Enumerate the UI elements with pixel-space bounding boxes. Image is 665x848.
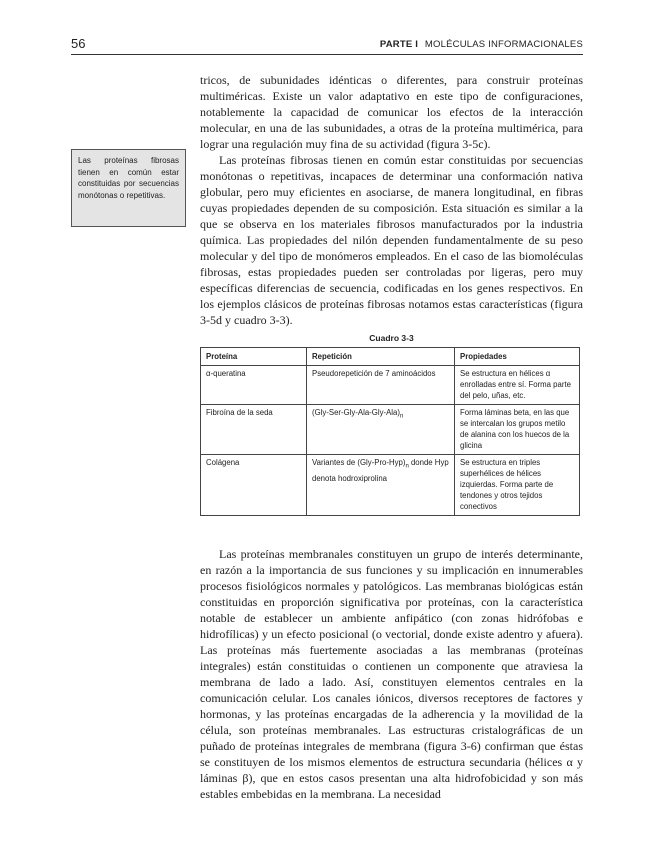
cell-repeat <box>307 455 455 516</box>
repeat-subscript: n <box>399 413 404 420</box>
table-caption: Cuadro 3-3 <box>369 333 414 343</box>
cell-protein: Fibroína de la seda <box>201 405 307 455</box>
running-head <box>380 39 583 50</box>
running-head-part: PARTE I <box>379 39 419 50</box>
repeat-subscript: n <box>405 463 409 470</box>
column-header-repeat: Repetición <box>307 348 455 366</box>
body-text-top <box>200 72 583 328</box>
table-row <box>201 366 580 405</box>
table-row <box>201 455 580 516</box>
cell-repeat <box>307 405 455 455</box>
page-number: 56 <box>71 36 86 51</box>
header-rule <box>71 54 583 55</box>
margin-note: Las proteínas fibrosas tienen en común estar constituidas por secuencias monótonas o repetitivas. <box>71 149 186 227</box>
cell-properties: Se estructura en hélices α enrolladas entre sí. Forma parte del pelo, uñas, etc. <box>455 366 580 405</box>
cell-repeat <box>307 366 455 405</box>
cell-properties: Se estructura en triples superhélices de hélices izquierdas. Forma parte de tendones y otros tejidos conectivos <box>455 455 580 516</box>
paragraph-3: Las proteínas membranales constituyen un grupo de interés determinante, en razón a la importancia de sus funciones y su implicación en innumerables procesos fisiológicos normales y patológicos. Las membranas biológicas están constituidas en proporción significativa por proteínas, con la característica notable de establecer un ambiente anfipático (con zonas hidrófobas e hidrofílicas) y un efecto posicional (o vectorial, donde existe adentro y afuera). Las proteínas más fuertemente asociadas a las membranas (proteínas integrales) están constituidas o contienen un componente que atraviesa la membrana de lado a lado. Así, constituyen elementos centrales en la comunicación celular. Los canales iónicos, diversos receptores de factores y hormonas, y las proteínas encargadas de la adherencia y la movilidad de la célula, son proteínas membranales. Las estructuras cristalográficas de un puñado de proteínas integrales de membrana (figura 3-6) confirman que éstas se constituyen de los mismos elementos de estructura secundaria (hélices α y láminas β), que en estos casos presentan una alta hidrofobicidad y son más estables embebidas en la membrana. La necesidad <box>200 547 583 801</box>
body-text-bottom <box>200 546 583 802</box>
repeat-text: Variantes de (Gly-Pro-Hyp) <box>312 458 406 467</box>
table-header-row <box>201 348 580 366</box>
table-cuadro-3-3 <box>200 347 580 516</box>
cell-protein: Colágena <box>201 455 307 516</box>
cell-protein: α-queratina <box>201 366 307 405</box>
repeat-text: (Gly-Ser-Gly-Ala-Gly-Ala) <box>312 408 400 417</box>
repeat-text-after: donde Hyp denota hodroxiprolina <box>312 458 449 483</box>
running-head-section: MOLÉCULAS INFORMACIONALES <box>424 39 583 50</box>
column-header-properties: Propiedades <box>455 348 580 366</box>
paragraph-2: Las proteínas fibrosas tienen en común estar constituidas por secuencias monótonas o repetitivas, incapaces de determinar una conformación nativa globular, pero muy eficientes en asociarse, de manera longitudinal, en fibras cuyas propiedades dependen de su composición. Esta situación es similar a la que se observa en los materiales fibrosos manufacturados por la industria química. Las propiedades del nilón dependen fundamentalmente de su peso molecular y del tipo de monómeros empleados. En el caso de las biomoléculas fibrosas, estas propiedades pueden ser controladas por ligeras, pero muy específicas diferencias de secuencia, codificadas en los genes respectivos. En los ejemplos clásicos de proteínas fibrosas notamos estas características (figura 3-5d y cuadro 3-3). <box>200 153 583 327</box>
column-header-protein: Proteína <box>201 348 307 366</box>
cell-properties: Forma láminas beta, en las que se intercalan los grupos metilo de alanina con los huecos de la glicina <box>455 405 580 455</box>
paragraph-1: tricos, de subunidades idénticas o diferentes, para construir proteínas multiméricas. Existe un valor adaptativo en este tipo de configuraciones, notablemente la capacidad de comunicar los efectos de la interacción molecular, en una de las subunidades, a otras de la proteína multimérica, para lograr una regulación muy fina de su actividad (figura 3-5c). <box>200 73 583 151</box>
table-row <box>201 405 580 455</box>
repeat-text: Pseudorepetición de 7 aminoácidos <box>312 369 436 378</box>
